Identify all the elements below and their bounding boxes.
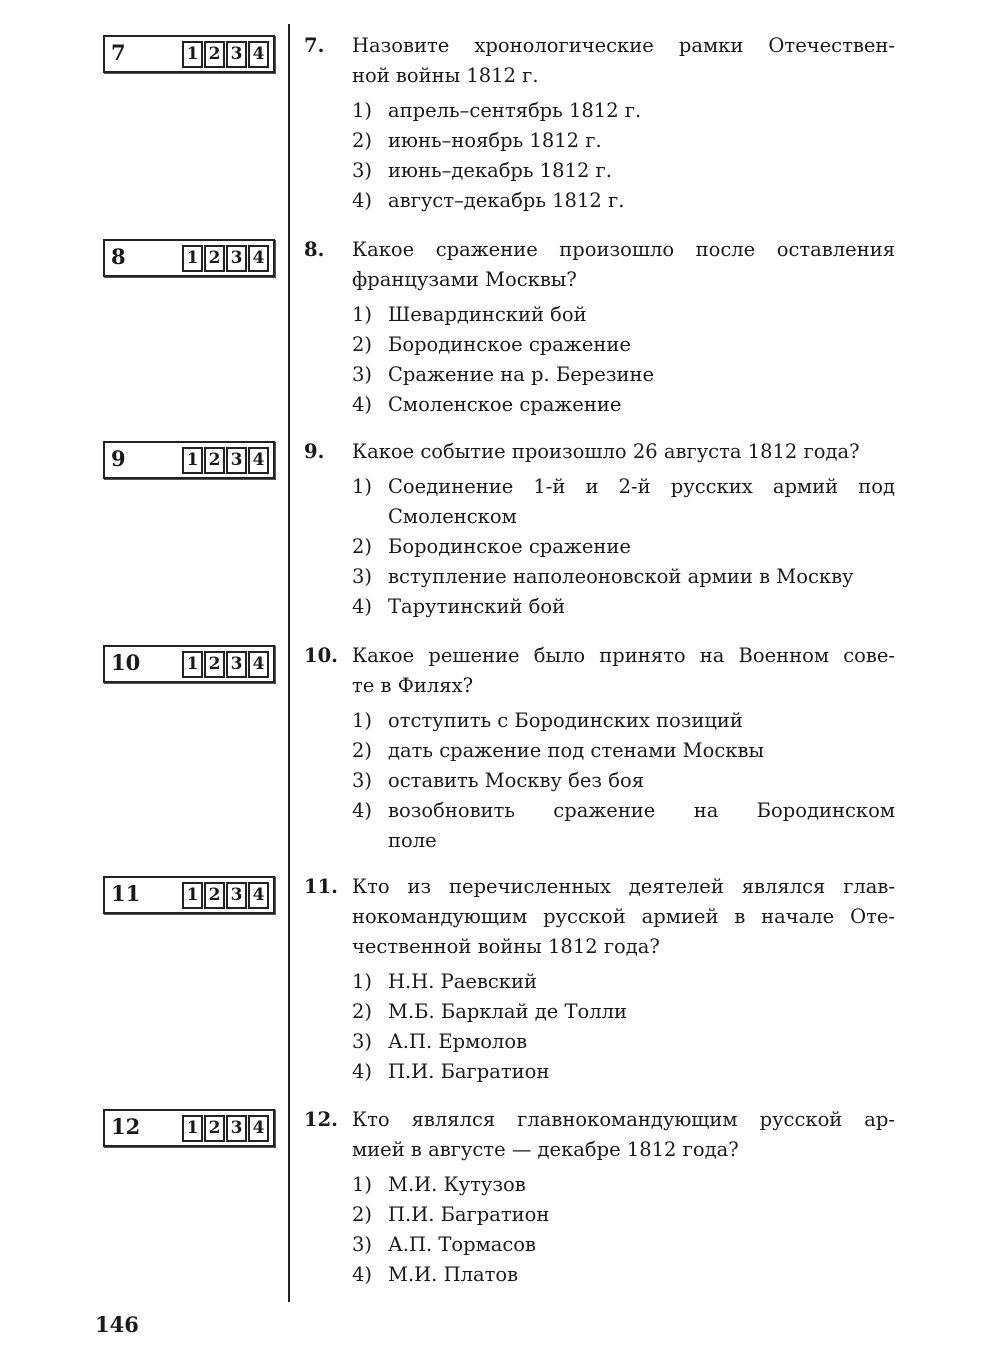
question-text-line: нокомандующим русской армией в начале Оте- (352, 905, 895, 928)
answer-option-number: 4) (352, 1060, 373, 1083)
answer-option-line: П.И. Багратион (388, 1203, 550, 1226)
answer-option-text (388, 156, 895, 186)
answer-option-text (388, 1027, 895, 1057)
answer-box (103, 876, 275, 914)
answer-option-number: 3) (352, 1030, 373, 1053)
answer-option-text (388, 766, 895, 796)
answer-box (103, 645, 275, 683)
answer-option-line: Н.Н. Раевский (388, 970, 537, 993)
answer-option-line: М.И. Кутузов (388, 1173, 526, 1196)
answer-box-number: 7 (111, 40, 126, 65)
answer-option-text (388, 360, 895, 390)
answer-box (103, 1109, 275, 1147)
question-text-line: Кто являлся главнокомандующим русской ар- (352, 1108, 895, 1131)
answer-option-line: вступление наполеоновской армии в Москву (388, 565, 854, 588)
answer-option-number: 1) (352, 303, 373, 326)
answer-option-text (388, 186, 895, 216)
question-text-line: Кто из перечисленных деятелей являлся глав- (352, 875, 895, 898)
question-text-line: Какое решение было принято на Военном сове- (352, 644, 895, 667)
answer-option-line: Сражение на р. Березине (388, 363, 655, 386)
answer-choice-cells (182, 1115, 269, 1142)
answer-option-line: Бородинское сражение (388, 333, 631, 356)
answer-box (103, 441, 275, 479)
answer-box-number: 10 (111, 650, 141, 675)
answer-option-text (388, 592, 895, 622)
answer-choice-cell[interactable]: 1 (182, 882, 203, 909)
answer-option-number: 2) (352, 739, 373, 762)
answer-option-text (388, 997, 895, 1027)
answer-option-number: 2) (352, 1000, 373, 1023)
answer-option-line: М.Б. Барклай де Толли (388, 1000, 627, 1023)
question-text-line: мией в августе — декабре 1812 года? (352, 1138, 739, 1161)
question-number: 10. (304, 644, 338, 667)
question-text-line: Какое сражение произошло после оставления (352, 238, 895, 261)
answer-option-number: 3) (352, 363, 373, 386)
answer-option-text (388, 96, 895, 126)
answer-option-number: 4) (352, 393, 373, 416)
question-number: 7. (304, 34, 325, 57)
answer-option-text (388, 796, 895, 856)
answer-option-text (388, 532, 895, 562)
answer-option-line: А.П. Тормасов (388, 1233, 537, 1256)
answer-box (103, 35, 275, 73)
answer-option-text (388, 126, 895, 156)
answer-choice-cell[interactable]: 3 (226, 41, 247, 68)
answer-option-number: 1) (352, 1173, 373, 1196)
answer-option-line: возобновить сражение на Бородинском (388, 799, 895, 822)
answer-choice-cell[interactable]: 1 (182, 651, 203, 678)
answer-choice-cell[interactable]: 3 (226, 651, 247, 678)
question-text-line: французами Москвы? (352, 268, 577, 291)
answer-choice-cell[interactable]: 4 (248, 1115, 269, 1142)
answer-box-number: 11 (111, 881, 141, 906)
answer-box (103, 239, 275, 277)
answer-choice-cells (182, 651, 269, 678)
answer-choice-cell[interactable]: 3 (226, 882, 247, 909)
answer-choice-cells (182, 41, 269, 68)
answer-choice-cell[interactable]: 2 (204, 447, 225, 474)
answer-choice-cells (182, 447, 269, 474)
answer-option-text (388, 472, 895, 532)
answer-option-text (388, 1260, 895, 1290)
question-text-line: чественной войны 1812 года? (352, 935, 660, 958)
answer-box-number: 8 (111, 244, 126, 269)
answer-choice-cell[interactable]: 2 (204, 1115, 225, 1142)
answer-choice-cells (182, 882, 269, 909)
answer-choice-cell[interactable]: 3 (226, 1115, 247, 1142)
answer-option-text (388, 706, 895, 736)
answer-option-text (388, 330, 895, 360)
answer-choice-cell[interactable]: 4 (248, 245, 269, 272)
answer-option-line: Смоленское сражение (388, 393, 622, 416)
answer-option-line: июнь–ноябрь 1812 г. (388, 129, 602, 152)
answer-choice-cell[interactable]: 4 (248, 447, 269, 474)
answer-option-number: 2) (352, 129, 373, 152)
answer-choice-cell[interactable]: 1 (182, 41, 203, 68)
question-number: 11. (304, 875, 338, 898)
column-divider (288, 24, 290, 1302)
answer-option-text (388, 1200, 895, 1230)
answer-option-number: 2) (352, 333, 373, 356)
answer-option-number: 2) (352, 1203, 373, 1226)
answer-choice-cell[interactable]: 2 (204, 882, 225, 909)
answer-choice-cell[interactable]: 4 (248, 882, 269, 909)
answer-option-text (388, 1230, 895, 1260)
answer-choice-cell[interactable]: 1 (182, 1115, 203, 1142)
answer-option-number: 4) (352, 189, 373, 212)
answer-choice-cell[interactable]: 4 (248, 651, 269, 678)
answer-option-line: Шевардинский бой (388, 303, 587, 326)
answer-option-line: апрель–сентябрь 1812 г. (388, 99, 642, 122)
answer-option-line: июнь–декабрь 1812 г. (388, 159, 612, 182)
answer-option-line: Соединение 1-й и 2-й русских армий под (388, 475, 895, 498)
answer-option-number: 4) (352, 799, 373, 822)
answer-option-line: отступить с Бородинских позиций (388, 709, 743, 732)
answer-option-line: Смоленском (388, 505, 517, 528)
question-number: 9. (304, 440, 325, 463)
answer-option-text (388, 1057, 895, 1087)
answer-option-number: 1) (352, 475, 373, 498)
answer-option-number: 3) (352, 565, 373, 588)
answer-option-line: Тарутинский бой (388, 595, 566, 618)
answer-option-number: 4) (352, 1263, 373, 1286)
answer-choice-cell[interactable]: 1 (182, 245, 203, 272)
answer-box-number: 9 (111, 446, 126, 471)
answer-box-number: 12 (111, 1114, 141, 1139)
answer-option-number: 2) (352, 535, 373, 558)
answer-choice-cells (182, 245, 269, 272)
answer-option-number: 4) (352, 595, 373, 618)
answer-option-text (388, 300, 895, 330)
answer-option-number: 1) (352, 970, 373, 993)
answer-option-line: М.И. Платов (388, 1263, 519, 1286)
answer-option-text (388, 562, 895, 592)
answer-choice-cell[interactable]: 3 (226, 245, 247, 272)
answer-choice-cell[interactable]: 2 (204, 651, 225, 678)
answer-option-line: П.И. Багратион (388, 1060, 550, 1083)
question-text-line: те в Филях? (352, 674, 474, 697)
answer-option-number: 3) (352, 769, 373, 792)
answer-option-number: 3) (352, 1233, 373, 1256)
answer-option-number: 1) (352, 709, 373, 732)
answer-option-text (388, 390, 895, 420)
answer-option-line: А.П. Ермолов (388, 1030, 528, 1053)
question-text-line: ной войны 1812 г. (352, 64, 539, 87)
answer-option-text (388, 736, 895, 766)
answer-choice-cell[interactable]: 2 (204, 41, 225, 68)
question-text-line: Назовите хронологические рамки Отечествен- (352, 34, 895, 57)
page-number: 146 (95, 1312, 139, 1337)
answer-choice-cell[interactable]: 3 (226, 447, 247, 474)
answer-option-text (388, 1170, 895, 1200)
answer-option-line: август–декабрь 1812 г. (388, 189, 625, 212)
question-number: 8. (304, 238, 325, 261)
answer-option-number: 1) (352, 99, 373, 122)
answer-option-text (388, 967, 895, 997)
question-text-line: Какое событие произошло 26 августа 1812 года? (352, 440, 860, 463)
answer-choice-cell[interactable]: 4 (248, 41, 269, 68)
answer-choice-cell[interactable]: 1 (182, 447, 203, 474)
answer-option-line: поле (388, 829, 437, 852)
answer-option-line: оставить Москву без боя (388, 769, 645, 792)
answer-option-number: 3) (352, 159, 373, 182)
answer-option-line: Бородинское сражение (388, 535, 631, 558)
answer-option-line: дать сражение под стенами Москвы (388, 739, 764, 762)
question-number: 12. (304, 1108, 338, 1131)
answer-choice-cell[interactable]: 2 (204, 245, 225, 272)
